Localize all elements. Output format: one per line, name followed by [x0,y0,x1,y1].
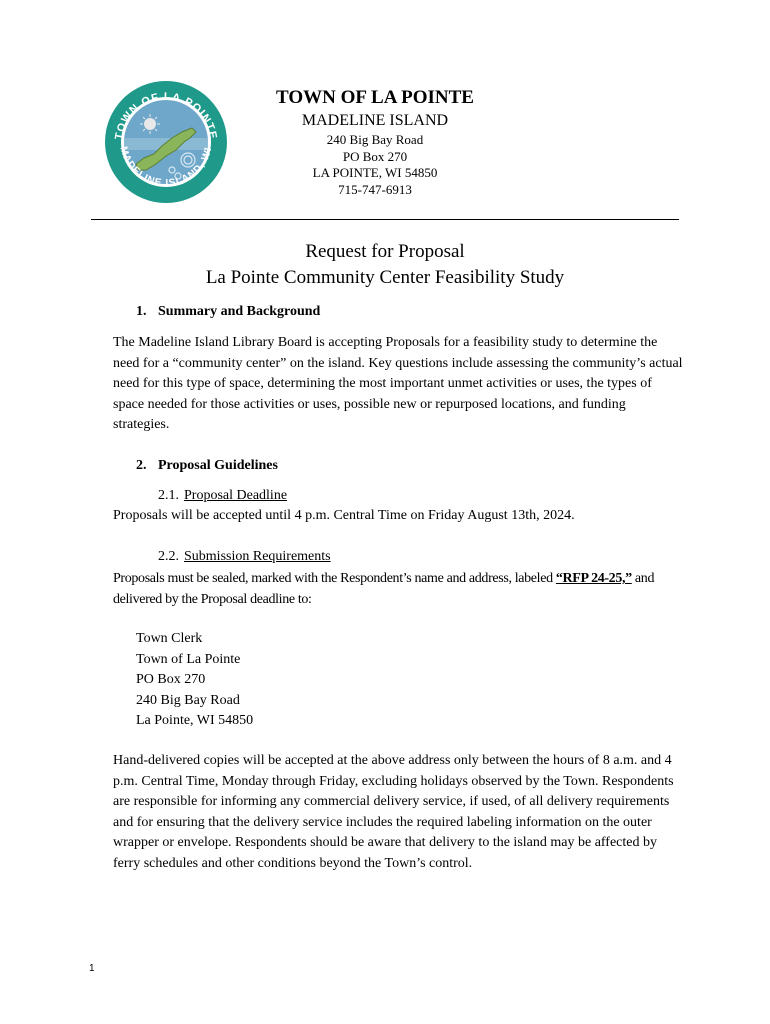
address-line: Town Clerk [136,631,203,646]
address-line: PO Box 270 [136,672,206,688]
title-line-2: La Pointe Community Center Feasibility Study [205,267,565,288]
city-state-zip: LA POINTE, WI 54850 [312,165,438,180]
phone-number: 715-747-6913 [338,181,412,197]
section-1-heading [136,302,320,322]
subsection-2-1-heading [158,486,287,506]
deadline-body: Proposals will be accepted until 4 p.m. Central Time on Friday August 13th, 2024. [113,508,575,523]
subsection-2-1-number: 2.1. [158,488,179,503]
svg-text:TOWN OF LA POINTE: TOWN OF LA POINTE [113,90,219,141]
section-1-body: The Madeline Island Library Board is accepting Proposals for a feasibility study to determine the need for a “community center” on the island. Key questions include assessing the community’s actual need for this type of space, determining the most important unmet activities or uses, the types of space needed for those activities or uses, possible new or repurposed locations, and funding strategies. [113,335,683,433]
address-line: Town of La Pointe [136,651,241,667]
subsection-2-1-title: Proposal Deadline [184,488,288,503]
section-1-title: Summary and Background [158,304,321,319]
rfp-label: “RFP 24-25,” [555,571,632,586]
subsection-2-2-number: 2.2. [158,549,179,564]
sun-icon [144,118,156,130]
address-line: La Pointe, WI 54850 [136,713,254,729]
po-box: PO Box 270 [342,148,408,164]
document-title [90,239,680,291]
island-name: MADELINE ISLAND [301,112,449,129]
page-number: 1 [89,963,95,974]
submission-body [113,569,673,610]
letterhead [240,86,510,198]
subsection-2-2-heading [158,547,331,567]
street-address: 240 Big Bay Road [326,132,424,147]
section-2-title: Proposal Guidelines [158,458,278,473]
subsection-2-2-title: Submission Requirements [184,549,331,564]
submission-text-before: Proposals must be sealed, marked with the Respondent’s name and address, labeled [113,571,556,586]
town-name: TOWN OF LA POINTE [276,87,474,108]
delivery-address [136,629,253,732]
svg-text:MADELINE ISLAND, WI: MADELINE ISLAND, WI [117,145,215,190]
town-seal-logo [104,80,228,204]
section-1-number: 1. [136,304,147,319]
section-2-number: 2. [136,458,147,473]
section-2-heading [136,456,278,476]
submission-text-after: and delivered by the Proposal deadline to: [113,571,655,607]
address-line: 240 Big Bay Road [136,692,240,708]
header-divider [91,219,679,220]
title-line-1: Request for Proposal [305,241,465,262]
hand-delivery-paragraph: Hand-delivered copies will be accepted at the above address only between the hours of 8 a.m. and 4 p.m. Central Time, Monday through Friday, excluding holidays observed by the Town. Respondents are responsible for informing any commercial delivery service, if used, of all delivery requirements and for ensuring that the delivery service includes the required labeling information on the outer wrapper or envelope. Respondents should be aware that delivery to the island may be affected by ferry schedules and other conditions beyond the Town’s control. [113,753,674,871]
